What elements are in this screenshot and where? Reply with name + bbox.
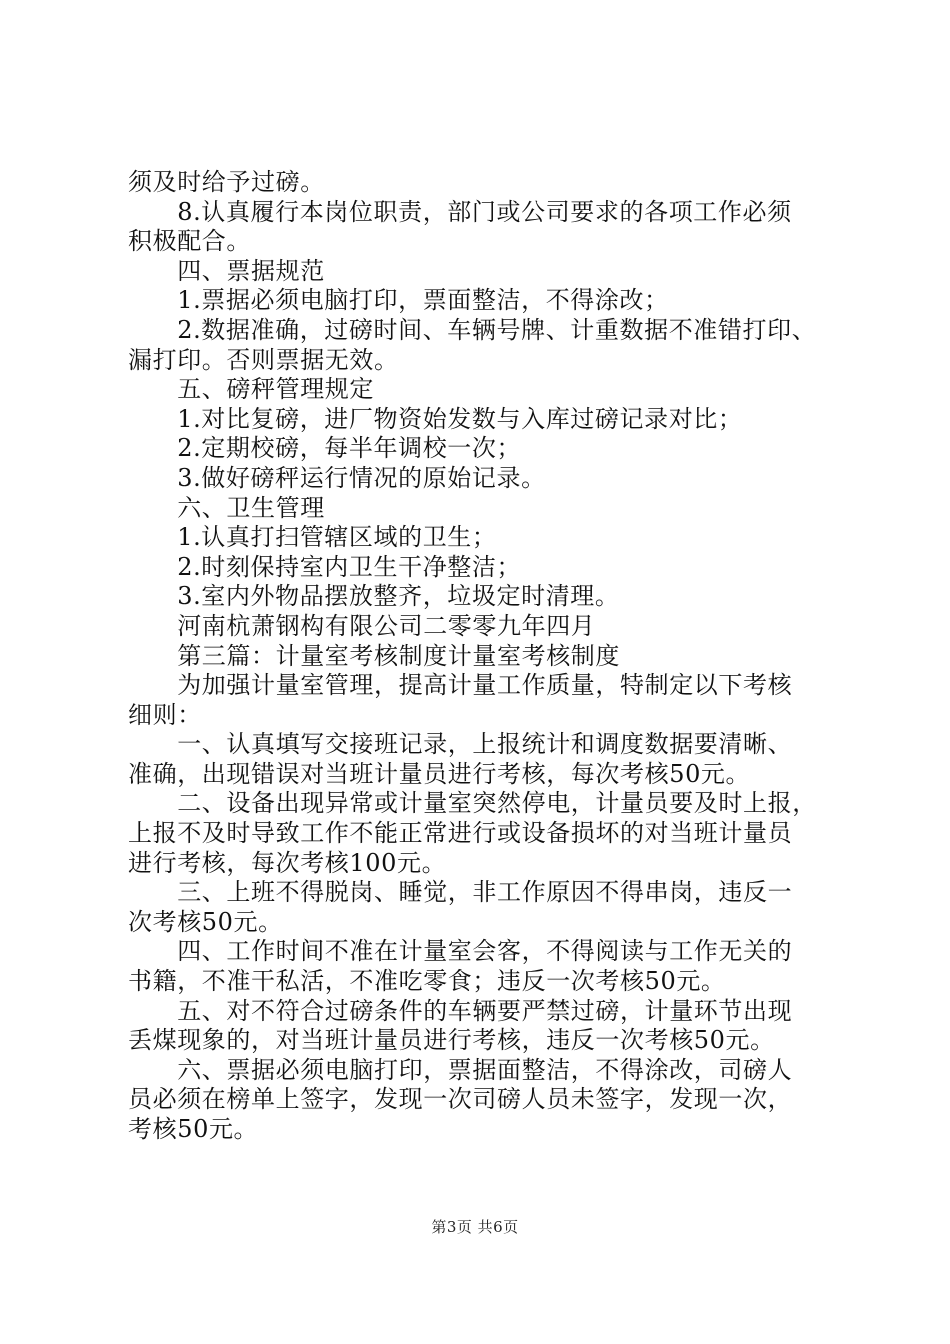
text-line: 次考核50元。 <box>128 907 283 936</box>
text-line: 准确，出现错误对当班计量员进行考核，每次考核50元。 <box>128 759 751 788</box>
text-line: 河南杭萧钢构有限公司二零零九年四月 <box>128 611 596 640</box>
text-line: 2.定期校磅，每半年调校一次； <box>128 434 522 463</box>
text-line: 为加强计量室管理，提高计量工作质量，特制定以下考核 <box>128 671 793 700</box>
text-line: 六、票据必须电脑打印，票据面整洁，不得涂改，司磅人 <box>128 1055 793 1084</box>
text-line: 进行考核，每次考核100元。 <box>128 848 447 877</box>
text-line: 三、上班不得脱岗、睡觉，非工作原因不得串岗，违反一 <box>128 878 793 907</box>
page-footer: 第3页 共6页 <box>431 1218 519 1236</box>
text-line: 四、工作时间不准在计量室会客，不得阅读与工作无关的 <box>128 937 793 966</box>
text-line: 8.认真履行本岗位职责，部门或公司要求的各项工作必须 <box>128 197 792 226</box>
text-line: 上报不及时导致工作不能正常进行或设备损坏的对当班计量员 <box>128 819 793 848</box>
text-line: 1.对比复磅，进厂物资始发数与入库过磅记录对比； <box>128 404 743 433</box>
text-line: 2.时刻保持室内卫生干净整洁； <box>128 552 522 581</box>
text-line: 丢煤现象的，对当班计量员进行考核，违反一次考核50元。 <box>128 1026 775 1055</box>
text-line: 细则： <box>128 700 202 729</box>
text-line: 3.室内外物品摆放整齐，垃圾定时清理。 <box>128 582 620 611</box>
text-line: 漏打印。否则票据无效。 <box>128 345 399 374</box>
text-line: 五、磅秤管理规定 <box>128 375 374 404</box>
text-line: 2.数据准确，过磅时间、车辆号牌、计重数据不准错打印、 <box>128 315 817 344</box>
text-line: 六、卫生管理 <box>128 493 325 522</box>
text-line: 3.做好磅秤运行情况的原始记录。 <box>128 463 546 492</box>
text-line: 书籍，不准干私活，不准吃零食；违反一次考核50元。 <box>128 967 726 996</box>
text-line: 1.票据必须电脑打印，票面整洁，不得涂改； <box>128 286 669 315</box>
text-line: 五、对不符合过磅条件的车辆要严禁过磅，计量环节出现 <box>128 996 793 1025</box>
text-line: 二、设备出现异常或计量室突然停电，计量员要及时上报， <box>128 789 817 818</box>
document-body <box>128 168 838 1145</box>
text-line: 积极配合。 <box>128 227 251 256</box>
text-line: 第三篇：计量室考核制度计量室考核制度 <box>128 641 620 670</box>
text-line: 四、票据规范 <box>128 256 325 285</box>
text-line: 1.认真打扫管辖区域的卫生； <box>128 523 497 552</box>
text-line: 须及时给予过磅。 <box>128 168 325 196</box>
text-line: 一、认真填写交接班记录，上报统计和调度数据要清晰、 <box>128 730 793 759</box>
text-line: 考核50元。 <box>128 1115 259 1143</box>
text-line: 员必须在榜单上签字，发现一次司磅人员未签字，发现一次， <box>128 1085 793 1114</box>
